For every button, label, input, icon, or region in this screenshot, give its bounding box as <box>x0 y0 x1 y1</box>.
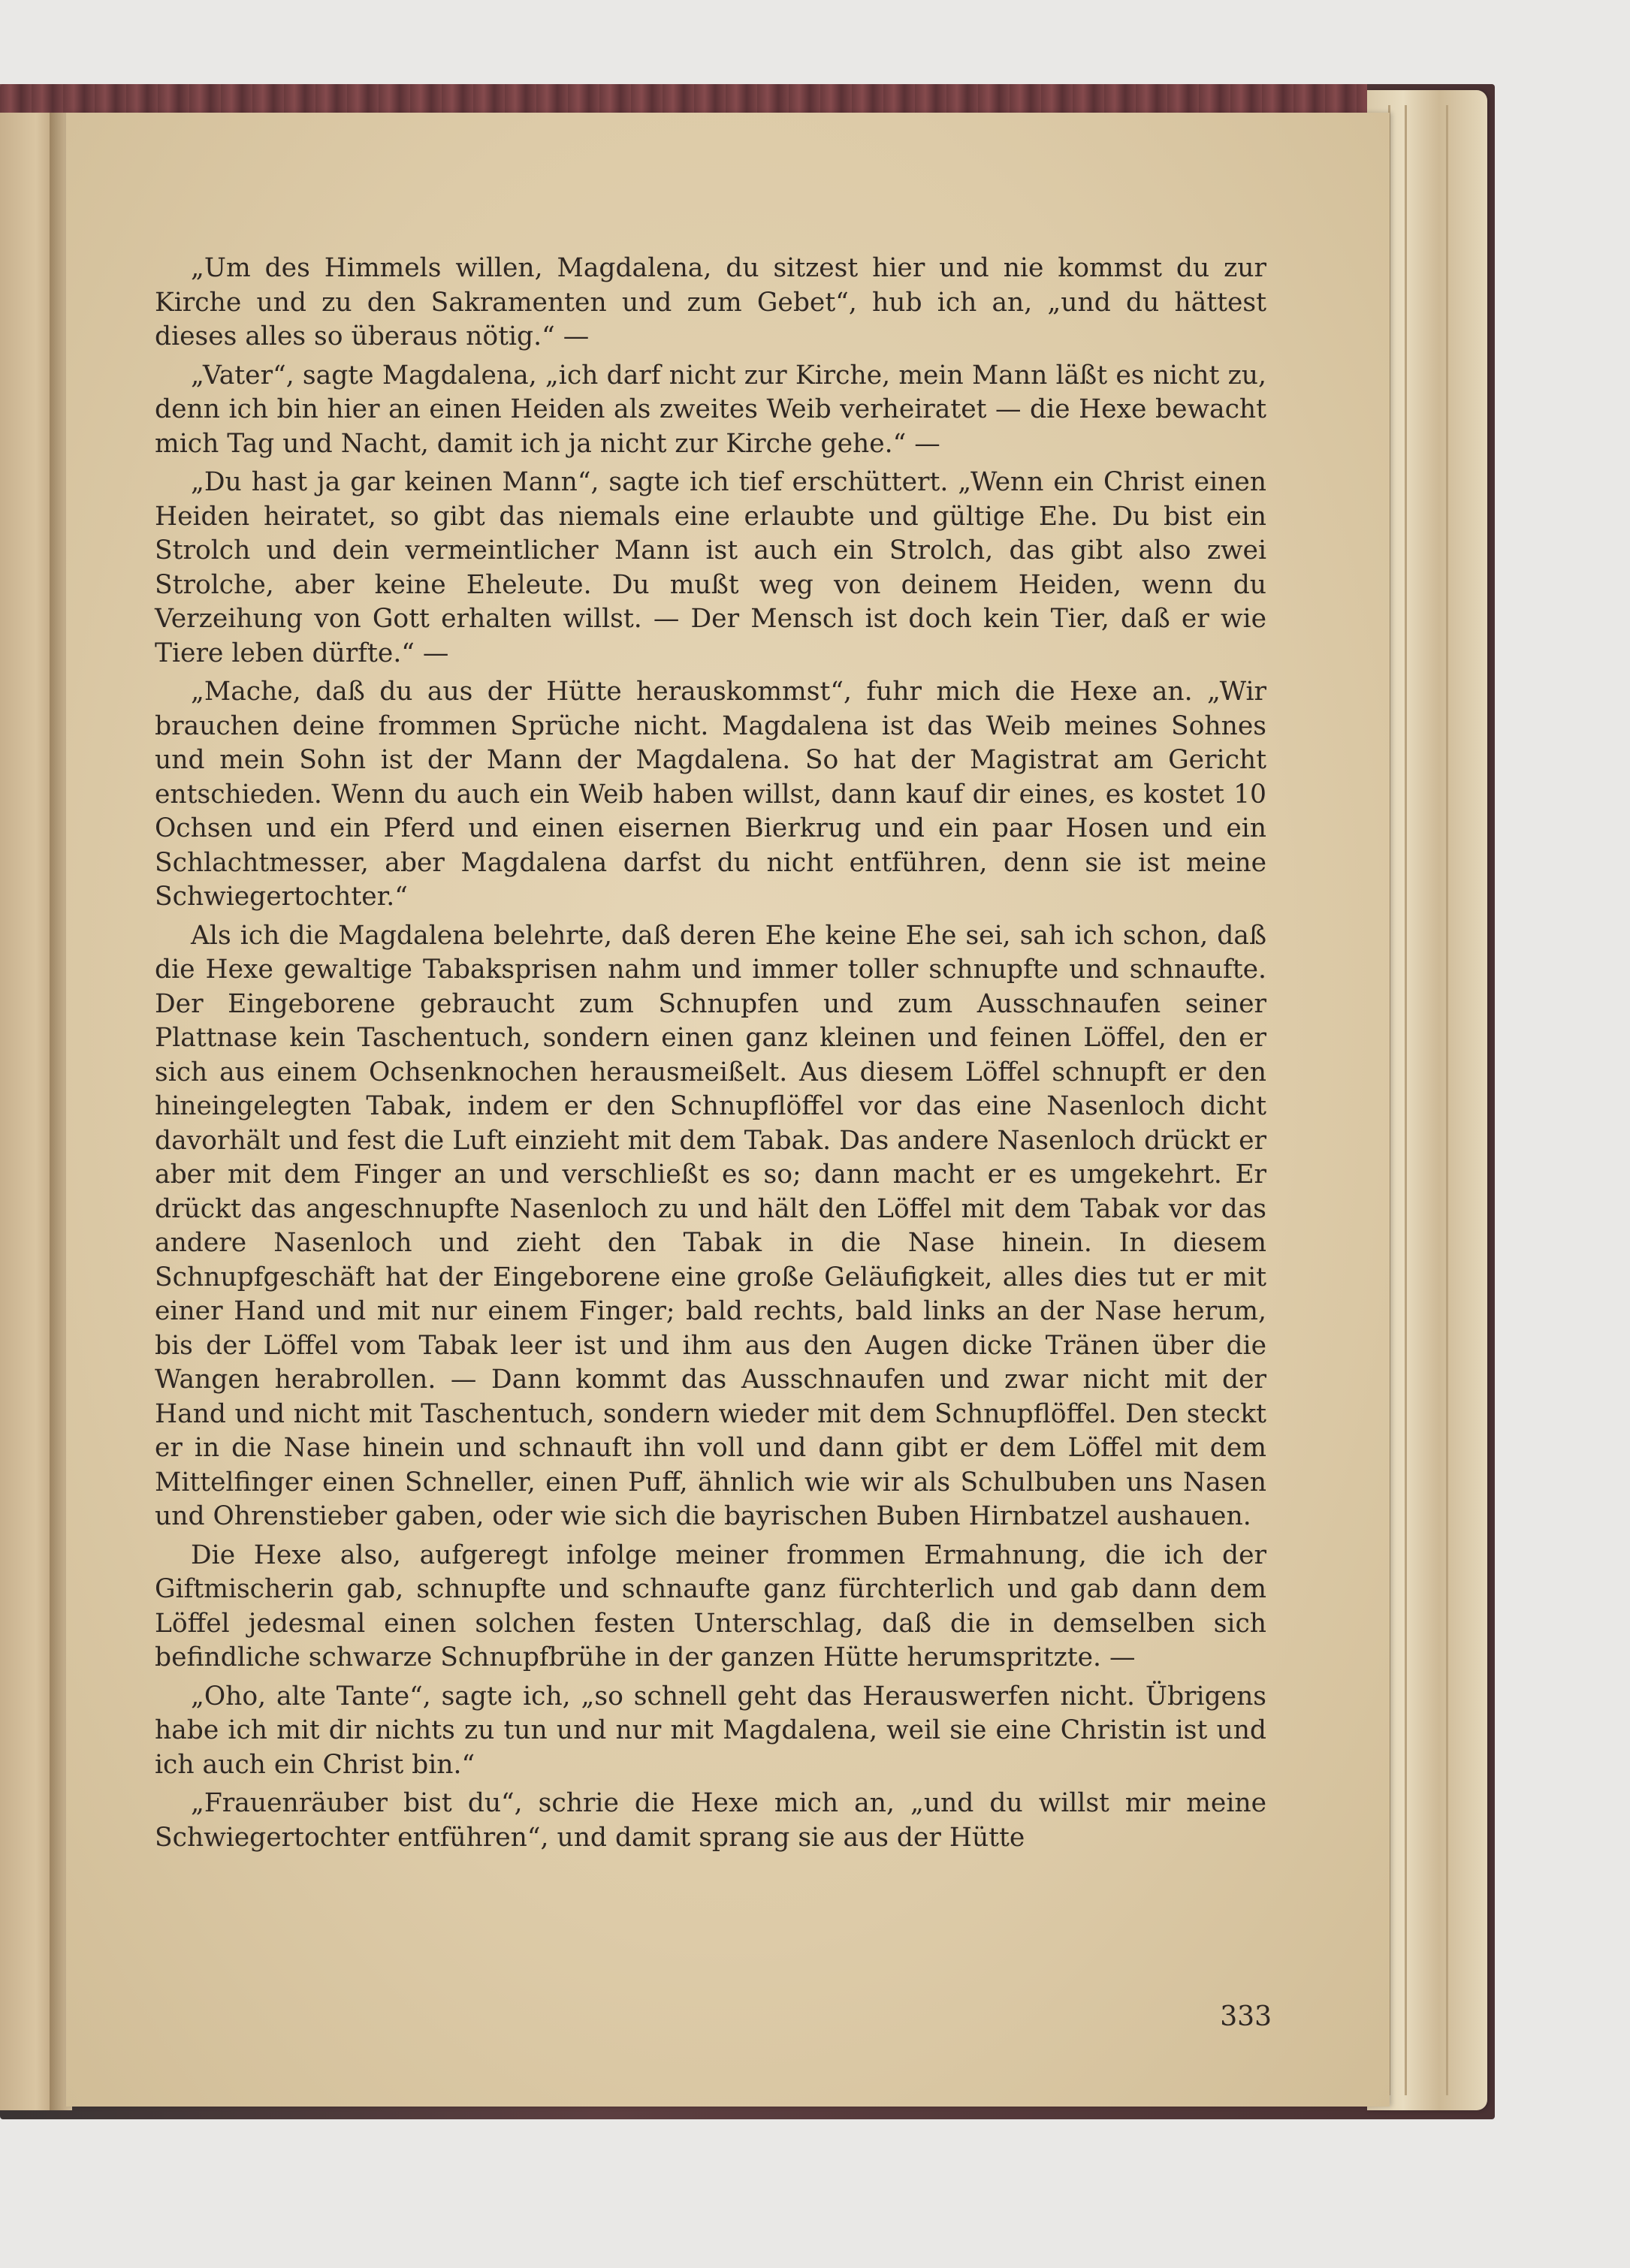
paragraph: „Vater“, sagte Magdalena, „ich darf nicht zur Kirche, mein Mann läßt es nicht zu, denn ich bin hier an einen Heiden als zweites Weib verheiratet — die Hexe bewacht mich Tag und Nacht, damit ich ja nicht zur Kirche gehe.“ — <box>155 360 1266 459</box>
book-page <box>66 113 1390 2107</box>
paragraph: „Oho, alte Tante“, sagte ich, „so schnell geht das Herauswerfen nicht. Übrigens habe ich mit dir nichts zu tun und nur mit Magdalena, weil sie eine Christin ist und ich auch ein Christ bin.“ <box>155 1681 1266 1780</box>
paragraph: „Frauenräuber bist du“, schrie die Hexe mich an, „und du willst mir meine Schwiegertochter entführen“, und damit sprang sie aus der Hütte <box>155 1788 1266 1853</box>
paragraph: „Mache, daß du aus der Hütte herauskommst“, fuhr mich die Hexe an. „Wir brauchen deine frommen Sprüche nicht. Magdalena ist das Weib meines Sohnes und mein Sohn ist der Mann der Magdalena. So hat der Magistrat am Gericht entschieden. Wenn du auch ein Weib haben willst, dann kauf dir eines, es kostet 10 Ochsen und ein Pferd und einen eisernen Bierkrug und ein paar Hosen und ein Schlachtmesser, aber Magdalena darfst du nicht entführen, denn sie ist meine Schwiegertochter.“ <box>155 677 1266 912</box>
paragraph: „Du hast ja gar keinen Mann“, sagte ich tief erschüttert. „Wenn ein Christ einen Heiden heiratet, so gibt das niemals eine erlaubte und gültige Ehe. Du bist ein Strolch und dein vermeintlicher Mann ist auch ein Strolch, das gibt also zwei Strolche, aber keine Eheleute. Du mußt weg von deinem Heiden, wenn du Verzeihung von Gott erhalten willst. — Der Mensch ist doch kein Tier, daß er wie Tiere leben dürfte.“ — <box>155 467 1266 668</box>
page-edge-line <box>1446 105 1448 2095</box>
paragraph: „Um des Himmels willen, Magdalena, du sitzest hier und nie kommst du zur Kirche und zu den Sakramenten und zum Gebet“, hub ich an, „und du hättest dieses alles so überaus nötig.“ — <box>155 253 1266 351</box>
paragraph: Als ich die Magdalena belehrte, daß deren Ehe keine Ehe sei, sah ich schon, daß die Hexe gewaltige Tabaksprisen nahm und immer toller schnupfte und schnaufte. Der Eingeborene gebraucht zum Schnupfen und zum Ausschnaufen seiner Plattnase kein Taschentuch, sondern einen ganz kleinen und feinen Löffel, den er sich aus einem Ochsenknochen herausmeißelt. Aus diesem Löffel schnupft er den hineingelegten Tabak, indem er den Schnupflöffel vor das eine Nasenloch dicht davorhält und fest die Luft einzieht mit dem Tabak. Das andere Nasenloch drückt er aber mit dem Finger an und verschließt es so; dann macht er es umgekehrt. Er drückt das angeschnupfte Nasenloch zu und hält den Löffel mit dem Tabak vor das andere Nasenloch und zieht den Tabak in die Nase hinein. In diesem Schnupfgeschäft hat der Eingeborene eine große Geläufigkeit, alles dies tut er mit einer Hand und mit nur einem Finger; bald rechts, bald links an der Nase herum, bis der Löffel vom Tabak leer ist und ihm aus den Augen dicke Tränen über die Wangen herabrollen. — Dann kommt das Ausschnaufen und zwar nicht mit der Hand und nicht mit Taschentuch, sondern wieder mit dem Schnupflöffel. Den steckt er in die Nase hinein und schnauft ihn voll und dann gibt er dem Löffel mit dem Mittelfinger einen Schneller, einen Puff, ähnlich wie wir als Schulbuben uns Nasen und Ohrenstieber gaben, oder wie sich die bayrischen Buben Hirnbatzel aushauen. <box>155 920 1266 1531</box>
page-number: 333 <box>1220 2001 1272 2032</box>
page-edge-line <box>1405 105 1407 2095</box>
body-text <box>155 252 1266 1859</box>
paragraph: Die Hexe also, aufgeregt infolge meiner frommen Ermahnung, die ich der Giftmischerin gab, schnupfte und schnaufte ganz fürchterlich und gab dann dem Löffel jedesmal einen solchen festen Unterschlag, daß die in demselben sich befindliche schwarze Schnupfbrühe in der ganzen Hütte herumspritzte. — <box>155 1540 1266 1672</box>
